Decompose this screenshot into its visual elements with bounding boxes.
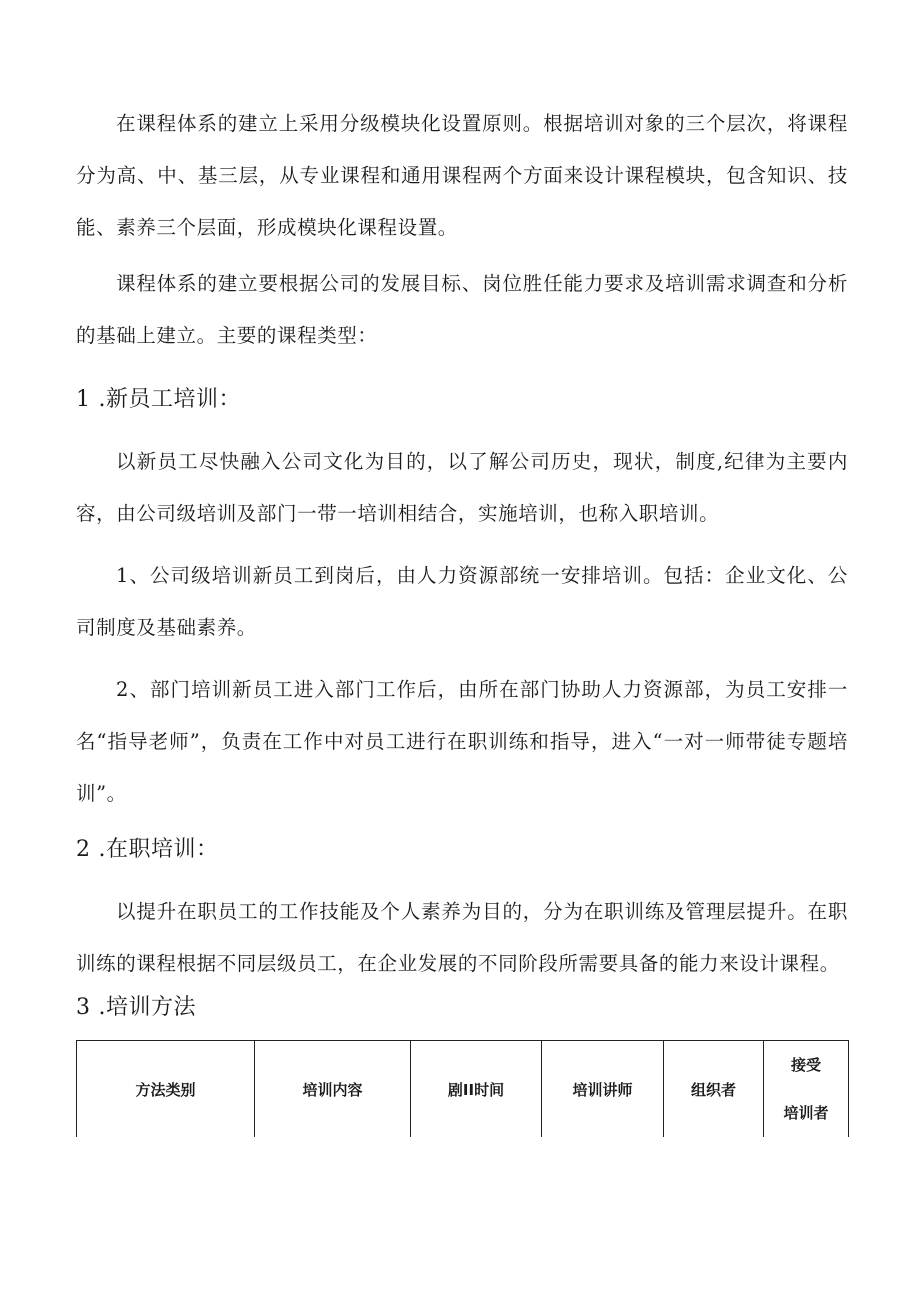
header-training-instructor: 培训讲师 bbox=[542, 1041, 664, 1138]
header-trainee bbox=[764, 1041, 849, 1138]
heading-text: .培训方法 bbox=[98, 995, 196, 1020]
header-method-category: 方法类别 bbox=[77, 1041, 255, 1138]
header-training-time: 剧II时间 bbox=[411, 1041, 542, 1138]
paragraph-department-training: 2、部门培训新员工进入部门工作后，由所在部门协助人力资源部，为员工安排一名“指导老师”，负责在工作中对员工进行在职训练和指导，进入“一对一师带徒专题培训”。 bbox=[76, 678, 848, 805]
heading-text: .新员工培训： bbox=[98, 387, 241, 412]
paragraph-new-employee-goal: 以新员工尽快融入公司文化为目的，以了解公司历史，现状，制度,纪律为主要内容，由公司级培训及部门一带一培训相结合，实施培训，也称入职培训。 bbox=[76, 450, 848, 525]
heading-number: 2 bbox=[76, 837, 91, 862]
paragraph-company-level-training: 1、公司级培训新员工到岗后，由人力资源部统一安排培训。包括：企业文化、公司制度及基础素养。 bbox=[76, 564, 848, 639]
heading-on-job-training bbox=[76, 830, 219, 870]
paragraph-curriculum-basis: 课程体系的建立要根据公司的发展目标、岗位胜任能力要求及培训需求调查和分析的基础上建立。主要的课程类型： bbox=[76, 272, 848, 347]
heading-text: .在职培训： bbox=[98, 837, 219, 862]
header-trainee-line1: 接受 bbox=[790, 1056, 821, 1074]
heading-new-employee-training bbox=[76, 380, 241, 420]
table-header-row bbox=[77, 1041, 849, 1138]
header-organizer: 组织者 bbox=[664, 1041, 764, 1138]
heading-number: 3 bbox=[76, 995, 91, 1020]
header-trainee-line2: 培训者 bbox=[783, 1104, 829, 1122]
training-methods-table bbox=[76, 1040, 849, 1137]
heading-training-methods bbox=[76, 988, 196, 1028]
heading-number: 1 bbox=[76, 387, 91, 412]
header-training-content: 培训内容 bbox=[255, 1041, 411, 1138]
paragraph-curriculum-principle: 在课程体系的建立上采用分级模块化设置原则。根据培训对象的三个层次，将课程分为高、中、基三层，从专业课程和通用课程两个方面来设计课程模块，包含知识、技能、素养三个层面，形成模块化课程设置。 bbox=[76, 112, 848, 239]
paragraph-on-job-goal: 以提升在职员工的工作技能及个人素养为目的，分为在职训练及管理层提升。在职训练的课程根据不同层级员工，在企业发展的不同阶段所需要具备的能力来设计课程。 bbox=[76, 900, 848, 975]
